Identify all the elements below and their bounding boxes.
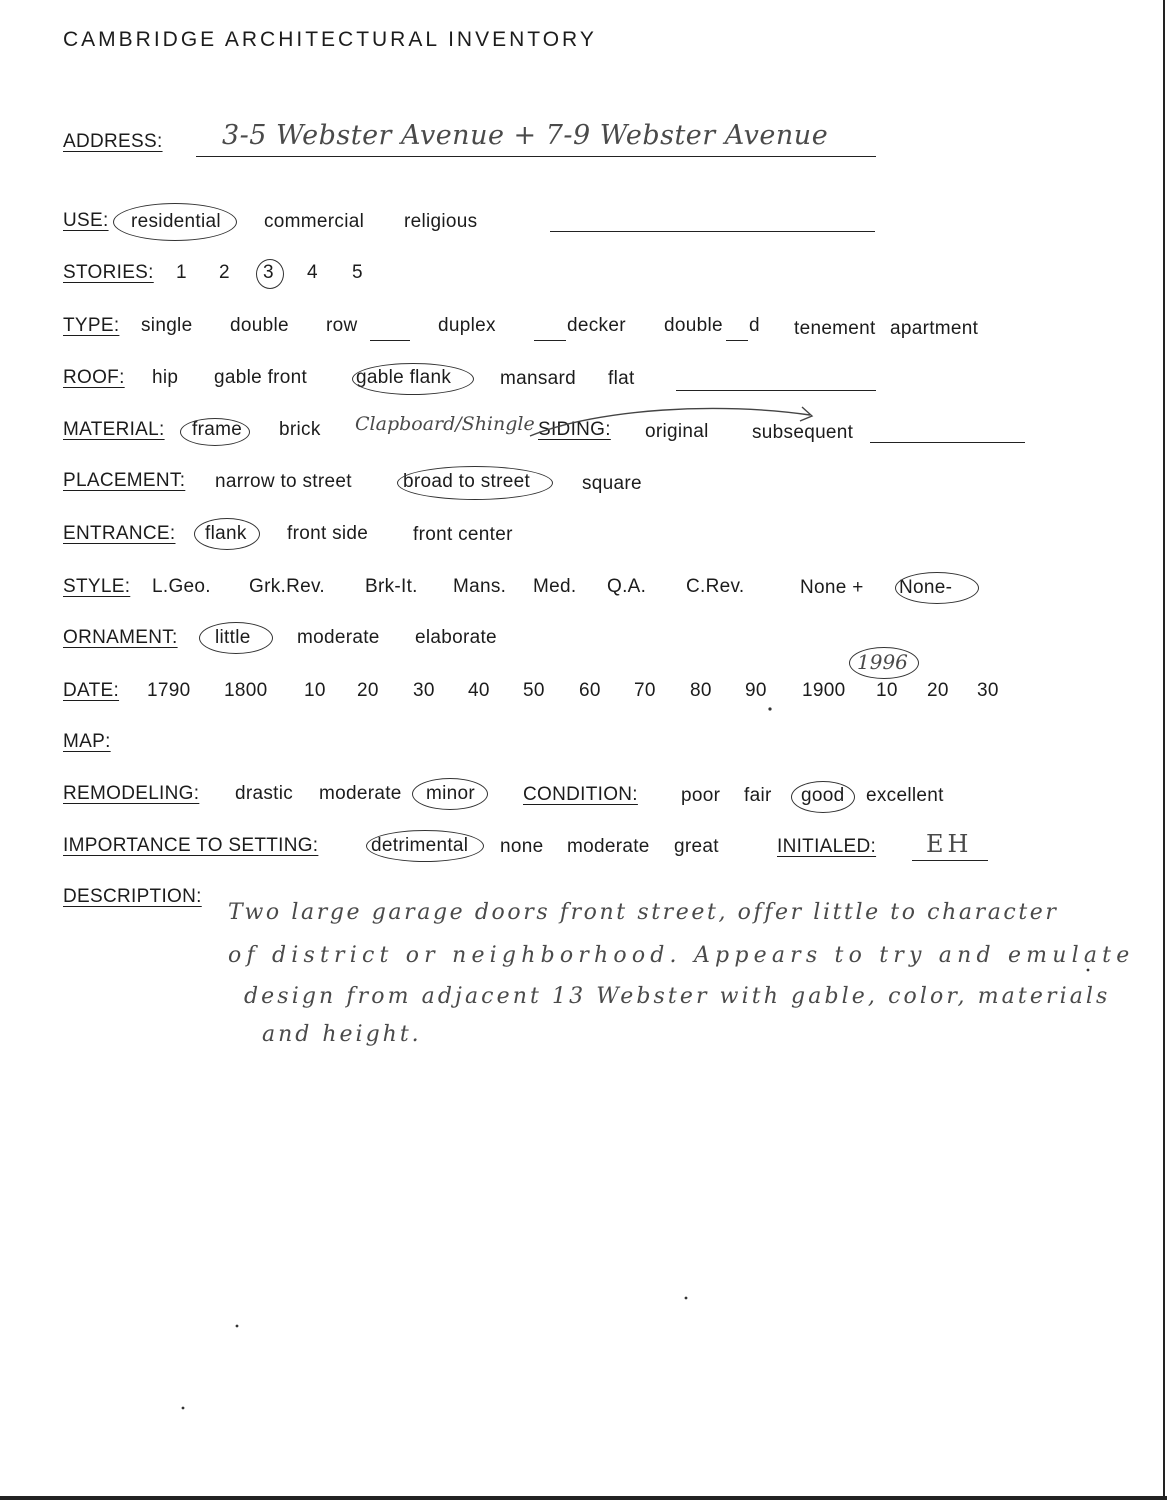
description-line-2: of district or neighborhood. Appears to try and emulate xyxy=(228,943,1135,968)
date-option-1800: 1800 xyxy=(224,680,268,701)
type-option-double: double xyxy=(230,315,289,336)
description-line-1: Two large garage doors front street, offer little to character xyxy=(228,900,1059,925)
entrance-option-flank: flank xyxy=(205,523,247,544)
date-option-1790: 1790 xyxy=(147,680,191,701)
condition-option-excellent: excellent xyxy=(866,785,944,806)
stories-option-4: 4 xyxy=(307,262,318,283)
stray-dot xyxy=(236,1325,239,1328)
style-option-none-minus: None- xyxy=(899,577,953,598)
use-option-commercial: commercial xyxy=(264,211,365,232)
ornament-option-elaborate: elaborate xyxy=(415,627,497,648)
date-option-1850: 50 xyxy=(523,680,545,701)
roof-option-hip: hip xyxy=(152,367,179,388)
type-option-apartment: apartment xyxy=(890,318,979,339)
material-label: MATERIAL: xyxy=(63,419,165,440)
stray-dot xyxy=(1087,969,1090,972)
date-option-1840: 40 xyxy=(468,680,490,701)
date-option-1890: 90 xyxy=(745,680,767,701)
material-option-frame: frame xyxy=(192,419,243,440)
placement-option-broad: broad to street xyxy=(403,471,531,492)
importance-option-great: great xyxy=(674,836,719,857)
placement-option-square: square xyxy=(582,473,642,494)
roof-option-flat: flat xyxy=(608,368,635,389)
date-label: DATE: xyxy=(63,680,120,701)
roof-label: ROOF: xyxy=(63,367,125,388)
date-option-1830: 30 xyxy=(413,680,435,701)
importance-option-none: none xyxy=(500,836,544,857)
material-option-brick: brick xyxy=(279,419,321,440)
form-title: CAMBRIDGE ARCHITECTURAL INVENTORY xyxy=(63,28,597,51)
style-option-brkit: Brk-It. xyxy=(365,576,418,597)
date-option-1930: 30 xyxy=(977,680,999,701)
stray-dot xyxy=(182,1407,185,1410)
date-option-1810: 10 xyxy=(304,680,326,701)
remodeling-option-minor: minor xyxy=(426,783,476,804)
roof-option-mansard: mansard xyxy=(500,368,577,389)
type-option-duplex: duplex xyxy=(438,315,496,336)
stray-dot xyxy=(768,707,771,710)
importance-option-detrimental: detrimental xyxy=(371,835,469,856)
remodeling-label: REMODELING: xyxy=(63,783,200,804)
condition-option-fair: fair xyxy=(744,785,772,806)
siding-arrow-stroke xyxy=(530,408,810,436)
remodeling-option-drastic: drastic xyxy=(235,783,294,804)
initialed-value: EH xyxy=(926,830,973,858)
style-option-mans: Mans. xyxy=(453,576,507,597)
date-option-1870: 70 xyxy=(634,680,656,701)
siding-option-subsequent: subsequent xyxy=(752,422,854,443)
siding-option-original: original xyxy=(645,421,709,442)
date-option-1820: 20 xyxy=(357,680,379,701)
date-handwritten: 1996 xyxy=(857,650,908,674)
stories-option-5: 5 xyxy=(352,262,363,283)
type-option-tenement: tenement xyxy=(794,318,876,339)
type-label: TYPE: xyxy=(63,315,120,336)
placement-option-narrow: narrow to street xyxy=(215,471,352,492)
entrance-option-front-side: front side xyxy=(287,523,369,544)
stories-label: STORIES: xyxy=(63,262,154,283)
style-option-grkrev: Grk.Rev. xyxy=(249,576,325,597)
map-label: MAP: xyxy=(63,731,111,752)
entrance-option-front-center: front center xyxy=(413,524,513,545)
stories-option-3: 3 xyxy=(263,262,274,283)
type-option-single: single xyxy=(141,315,193,336)
material-handwritten: Clapboard/Shingle xyxy=(355,413,535,435)
ornament-option-moderate: moderate xyxy=(297,627,380,648)
type-option-row: row xyxy=(326,315,358,336)
entrance-label: ENTRANCE: xyxy=(63,523,176,544)
importance-label: IMPORTANCE TO SETTING: xyxy=(63,835,319,856)
date-option-1860: 60 xyxy=(579,680,601,701)
ornament-option-little: little xyxy=(215,627,251,648)
style-option-qa: Q.A. xyxy=(607,576,647,597)
roof-option-gable-front: gable front xyxy=(214,367,308,388)
date-option-1880: 80 xyxy=(690,680,712,701)
placement-label: PLACEMENT: xyxy=(63,470,186,491)
condition-label: CONDITION: xyxy=(523,784,638,805)
roof-option-gable-flank: gable flank xyxy=(356,367,452,388)
importance-option-moderate: moderate xyxy=(567,836,650,857)
date-option-1920: 20 xyxy=(927,680,949,701)
remodeling-option-moderate: moderate xyxy=(319,783,402,804)
style-option-med: Med. xyxy=(533,576,577,597)
address-label: ADDRESS: xyxy=(63,131,163,152)
style-option-crev: C.Rev. xyxy=(686,576,745,597)
stray-dot xyxy=(685,1297,688,1300)
initialed-label: INITIALED: xyxy=(777,836,877,857)
type-option-d: d xyxy=(749,315,760,336)
type-option-decker: decker xyxy=(567,315,626,336)
address-value: 3-5 Webster Avenue + 7-9 Webster Avenue xyxy=(222,120,829,151)
style-label: STYLE: xyxy=(63,576,131,597)
ornament-label: ORNAMENT: xyxy=(63,627,178,648)
style-option-none-plus: None + xyxy=(800,577,864,598)
condition-option-good: good xyxy=(801,785,845,806)
siding-label: SIDING: xyxy=(538,419,611,440)
stories-option-2: 2 xyxy=(219,262,230,283)
description-line-3: design from adjacent 13 Webster with gable, color, materials xyxy=(244,984,1111,1009)
use-label: USE: xyxy=(63,210,109,231)
use-option-religious: religious xyxy=(404,211,478,232)
stories-option-1: 1 xyxy=(176,262,187,283)
type-option-double-d: double xyxy=(664,315,723,336)
date-option-1900: 1900 xyxy=(802,680,846,701)
use-option-residential: residential xyxy=(131,211,221,232)
style-option-lgeo: L.Geo. xyxy=(152,576,211,597)
condition-option-poor: poor xyxy=(681,785,721,806)
description-label: DESCRIPTION: xyxy=(63,886,202,907)
description-line-4: and height. xyxy=(262,1022,422,1047)
date-option-1910: 10 xyxy=(876,680,898,701)
